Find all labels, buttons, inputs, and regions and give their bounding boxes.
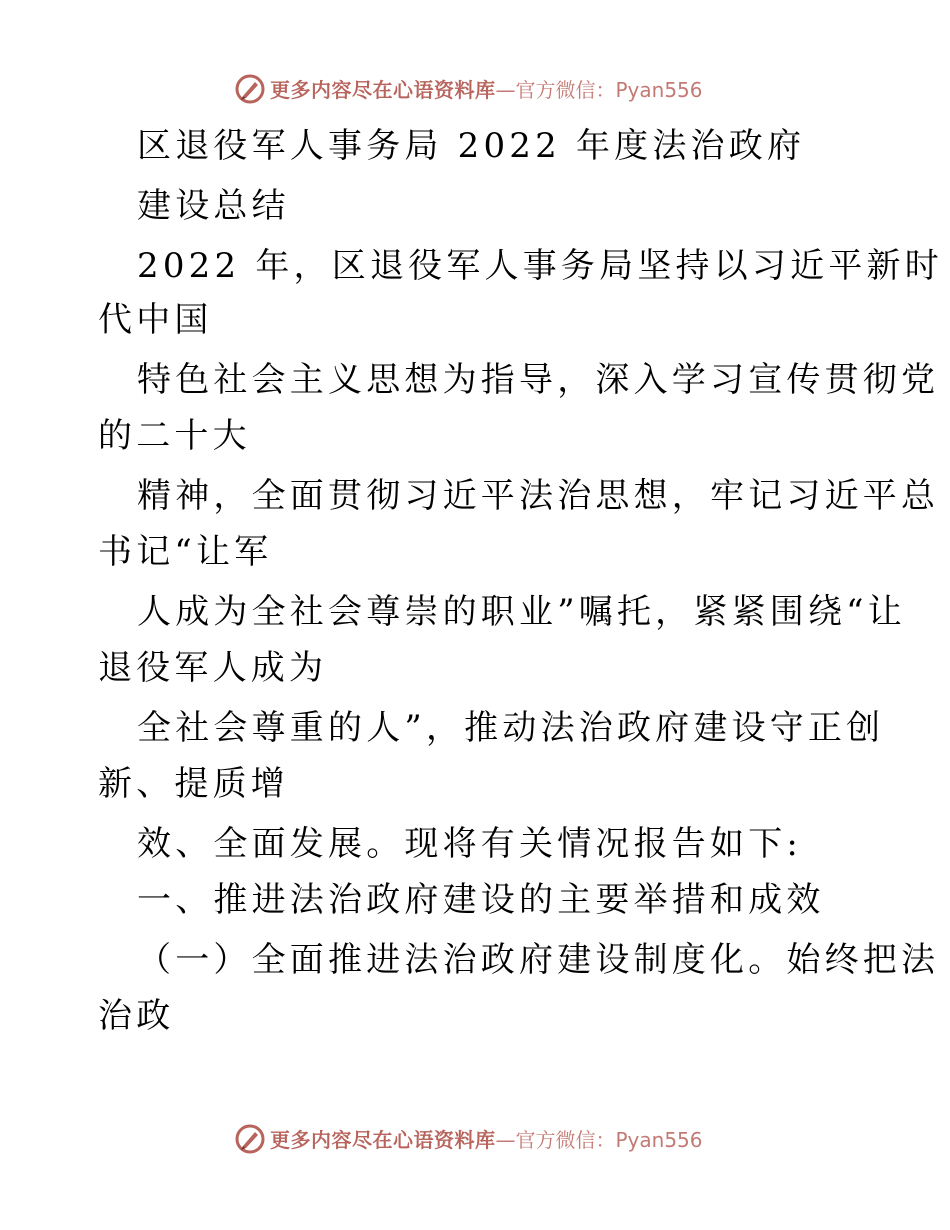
paragraph-line: 代中国 xyxy=(98,300,213,340)
paragraph-line: 效、全面发展。现将有关情况报告如下: xyxy=(137,824,803,864)
watermark-separator: — xyxy=(495,1128,516,1152)
subsection-line: （一）全面推进法治政府建设制度化。始终把法 xyxy=(137,940,940,980)
section-heading: 一、推进法治政府建设的主要举措和成效 xyxy=(137,880,825,920)
paragraph-line: 精神，全面贯彻习近平法治思想，牢记习近平总 xyxy=(137,476,940,516)
paragraph-line: 特色社会主义思想为指导，深入学习宣传贯彻党 xyxy=(137,360,940,400)
paragraph-line: 退役军人成为 xyxy=(98,648,328,688)
doc-title-line-1: 区退役军人事务局 2022 年度法治政府 xyxy=(137,126,806,166)
watermark-text xyxy=(270,1127,703,1153)
doc-title-line-2: 建设总结 xyxy=(137,186,290,226)
watermark-separator: — xyxy=(495,78,516,102)
paragraph-line: 人成为全社会尊崇的职业”嘱托，紧紧围绕“让 xyxy=(137,592,906,632)
watermark-main: 更多内容尽在心语资料库 xyxy=(270,78,496,102)
pen-seal-icon xyxy=(234,1123,266,1155)
watermark-text xyxy=(270,77,703,103)
watermark-main: 更多内容尽在心语资料库 xyxy=(270,1128,496,1152)
paragraph-line: 2022 年，区退役军人事务局坚持以习近平新时 xyxy=(137,246,943,286)
watermark-wechat: 官方微信：Pyan556 xyxy=(515,1128,703,1152)
pen-seal-icon xyxy=(234,73,266,105)
paragraph-line: 新、提质增 xyxy=(98,764,289,804)
footer-watermark xyxy=(0,1120,950,1160)
paragraph-line: 全社会尊重的人”，推动法治政府建设守正创 xyxy=(137,708,885,748)
header-watermark xyxy=(0,70,950,110)
paragraph-line: 的二十大 xyxy=(98,416,251,456)
subsection-line: 治政 xyxy=(98,996,175,1036)
paragraph-line: 书记“让军 xyxy=(98,532,273,572)
watermark-wechat: 官方微信：Pyan556 xyxy=(515,78,703,102)
